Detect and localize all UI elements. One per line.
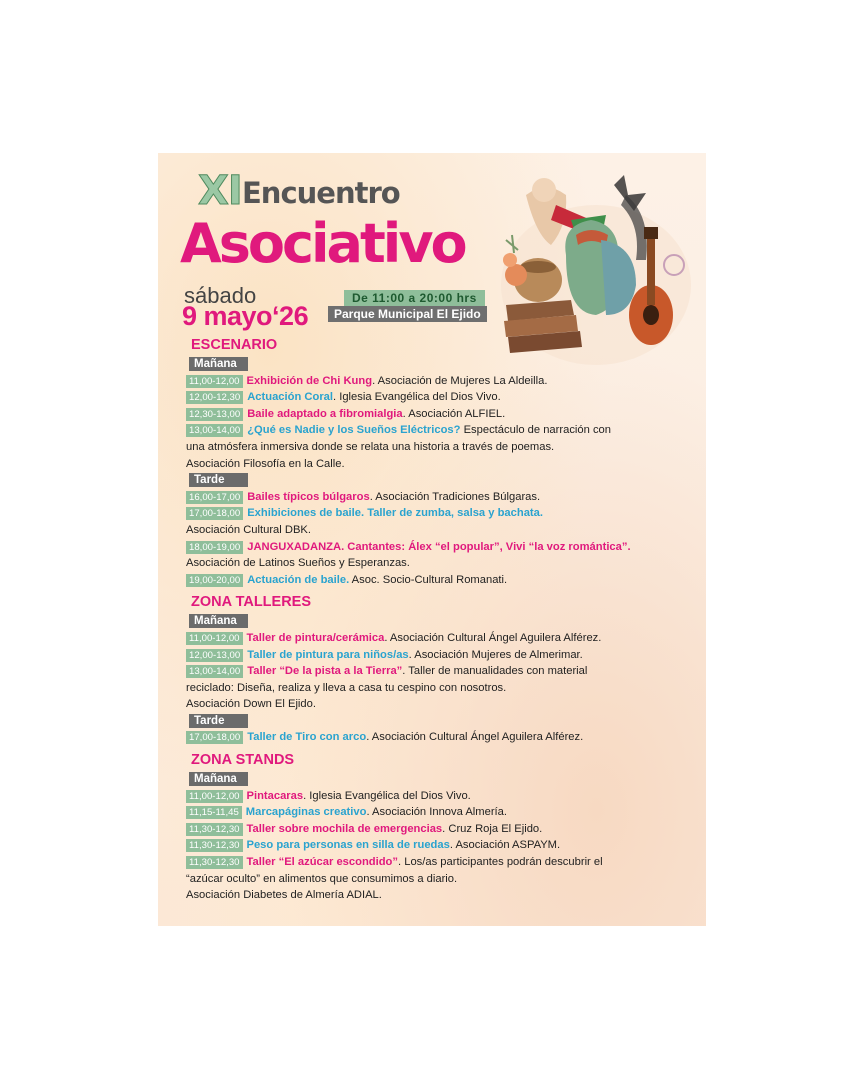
activity-org: Asociación Down El Ejido. [186,698,316,711]
activity-name: Taller de Tiro con arco [247,731,367,744]
event-date: 9 mayo‘26 [182,301,309,331]
activity-name: ¿Qué es Nadie y los Sueños Eléctricos? [247,424,461,437]
list-item [186,489,701,506]
time-badge: 17,00-18,00 [186,731,243,744]
activity-org: Asociación Filosofía en la Calle. [186,457,345,470]
list-item [186,539,701,556]
activity-name: Taller “De la pista a la Tierra” [247,665,403,678]
list-item [186,572,701,589]
activity-org: . Asociación de Mujeres La Aldeilla. [372,374,548,387]
activity-name: Exhibición de Chi Kung [246,374,373,387]
list-item [186,854,701,871]
activity-name: Bailes típicos búlgaros [247,490,370,503]
event-venue: Parque Municipal El Ejido [328,306,487,322]
activity-desc-line: “azúcar oculto” en alimentos que consumimos a diario. [186,872,458,885]
time-badge: 11,00-12,00 [186,632,243,645]
activity-name: Taller de pintura/cerámica [246,631,385,644]
subsection-manana: Mañana [189,614,248,628]
list-item [186,406,701,423]
title-asociativo: Asociativo [180,212,465,275]
activity-name: JANGUXADANZA. Cantantes: Álex “el popular”, Vivi “la voz romántica”. [247,540,631,553]
list-item [186,837,701,854]
list-item [186,422,701,439]
subsection-tarde: Tarde [189,714,248,728]
subsection-manana: Mañana [189,357,248,371]
activity-org: . Cruz Roja El Ejido. [442,822,543,835]
event-hours: De 11:00 a 20:00 hrs [344,290,485,306]
time-badge: 11,30-12,30 [186,823,243,836]
activity-name: Taller sobre mochila de emergencias [246,822,443,835]
list-item [186,788,701,805]
activity-desc-line: una atmósfera inmersiva donde se relata una historia a través de poemas. [186,440,555,453]
time-badge: 12,00-12,30 [186,391,243,404]
activity-desc: Espectáculo de narración con [460,424,611,437]
activity-org: . Asociación Innova Almería. [366,806,507,819]
activity-name: Peso para personas en silla de ruedas [246,839,450,852]
title-encuentro: Encuentro [242,176,400,210]
edition-numeral: XI [198,168,242,214]
time-badge: 17,00-18,00 [186,507,243,520]
time-badge: 12,00-13,00 [186,649,243,662]
list-item [186,647,701,664]
activity-desc: . Los/as participantes podrán descubrir el [398,856,603,869]
activity-name: Taller de pintura para niños/as [247,648,409,661]
time-badge: 13,00-14,00 [186,424,243,437]
event-weekday: sábado [184,283,257,308]
activity-org: Asociación Cultural DBK. [186,523,311,536]
list-item [186,505,701,522]
activity-org: . Asociación ASPAYM. [449,839,561,852]
activity-org: . Asociación ALFIEL. [402,407,506,420]
time-badge: 16,00-17,00 [186,491,243,504]
list-item [186,630,701,647]
program [186,334,701,904]
activity-org: . Iglesia Evangélica del Dios Vivo. [333,391,501,404]
time-badge: 13,00-14,00 [186,665,243,678]
activity-name: Baile adaptado a fibromialgia [247,407,403,420]
list-item [186,729,701,746]
section-escenario: ESCENARIO [191,337,278,353]
section-zona-stands: ZONA STANDS [191,752,295,769]
activity-name: Pintacaras [246,789,304,802]
section-zona-talleres: ZONA TALLERES [191,594,312,611]
time-badge: 11,30-12,30 [186,856,243,869]
list-item [186,373,701,390]
activity-org: . Asociación Cultural Ángel Aguilera Alférez. [366,731,584,744]
activity-org: . Asociación Tradiciones Búlgaras. [369,490,541,503]
activity-org: Asoc. Socio-Cultural Romanati. [349,573,508,586]
activity-org: . Asociación Mujeres de Almerimar. [408,648,583,661]
time-badge: 11,30-12,30 [186,839,243,852]
activity-desc-line: reciclado: Diseña, realiza y lleva a casa tu cespino con nosotros. [186,681,507,694]
time-badge: 11,00-12,00 [186,375,243,388]
subsection-manana: Mañana [189,772,248,786]
list-item [186,663,701,680]
activity-name: Exhibiciones de baile. Taller de zumba, salsa y bachata. [247,507,543,520]
activity-name: Actuación de baile. [247,573,350,586]
activity-org: . Asociación Cultural Ángel Aguilera Alférez. [384,631,602,644]
activity-org: . Iglesia Evangélica del Dios Vivo. [303,789,471,802]
event-poster [158,153,706,926]
subsection-tarde: Tarde [189,473,248,487]
list-item [186,821,701,838]
activity-name: Marcapáginas creativo [245,806,367,819]
time-badge: 18,00-19,00 [186,541,243,554]
time-badge: 12,30-13,00 [186,408,243,421]
time-badge: 11,00-12,00 [186,790,243,803]
activity-name: Taller “El azúcar escondido” [246,856,398,869]
activity-org: Asociación de Latinos Sueños y Esperanzas. [186,557,410,570]
time-badge: 19,00-20,00 [186,574,243,587]
activity-name: Actuación Coral [247,391,334,404]
list-item [186,389,701,406]
activity-org: Asociación Diabetes de Almería ADIAL. [186,889,382,902]
list-item [186,804,701,821]
time-badge: 11,15-11,45 [186,806,242,819]
activity-desc: . Taller de manualidades con material [402,665,588,678]
